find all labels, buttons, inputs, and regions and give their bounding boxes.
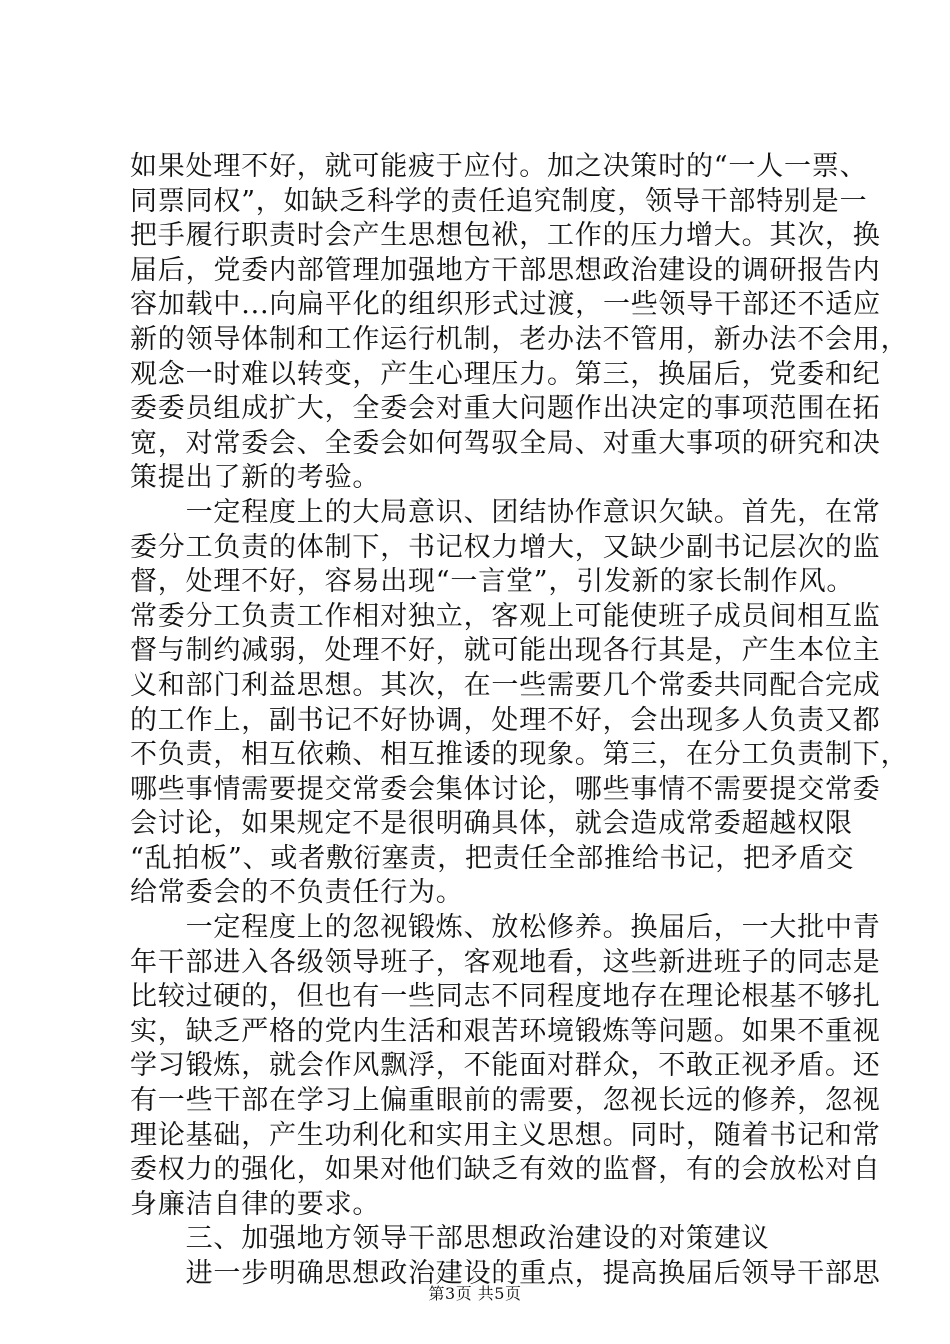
- text-line: 督与制约减弱，处理不好，就可能出现各行其是，产生本位主: [130, 635, 881, 667]
- text-line: 比较过硬的，但也有一些同志不同程度地存在理论根基不够扎: [130, 981, 881, 1013]
- text-line: 容加载中...向扁平化的组织形式过渡，一些领导干部还不适应: [130, 289, 881, 321]
- text-line: 身廉洁自律的要求。: [130, 1188, 381, 1220]
- text-line: 把手履行职责时会产生思想包袱，工作的压力增大。其次，换: [130, 220, 881, 252]
- text-line: 督，处理不好，容易出现“一言堂”，引发新的家长制作风。: [130, 566, 855, 598]
- text-line: 如果处理不好，就可能疲于应付。加之决策时的“一人一票、: [130, 151, 868, 182]
- text-line: 届后，党委内部管理加强地方干部思想政治建设的调研报告内: [130, 254, 881, 286]
- text-line: 年干部进入各级领导班子，客观地看，这些新进班子的同志是: [130, 946, 881, 978]
- text-line: 理论基础，产生功利化和实用主义思想。同时，随着书记和常: [130, 1119, 881, 1151]
- text-line: 不负责，相互依赖、相互推诿的现象。第三，在分工负责制下，: [130, 739, 909, 771]
- text-line: 义和部门利益思想。其次，在一些需要几个常委共同配合完成: [130, 669, 881, 701]
- text-line: 观念一时难以转变，产生心理压力。第三，换届后，党委和纪: [130, 358, 881, 390]
- text-line: 策提出了新的考验。: [130, 462, 381, 494]
- text-line: 进一步明确思想政治建设的重点，提高换届后领导干部思: [130, 1258, 881, 1289]
- text-line: 的工作上，副书记不好协调，处理不好，会出现多人负责又都: [130, 704, 881, 736]
- page-footer: 第3页 共5页: [428, 1284, 522, 1303]
- text-line: 宽，对常委会、全委会如何驾驭全局、对重大事项的研究和决: [130, 427, 881, 459]
- text-line: 给常委会的不负责任行为。: [130, 877, 464, 909]
- text-line: 委分工负责的体制下，书记权力增大，又缺少副书记层次的监: [130, 531, 881, 563]
- text-line: “乱拍板”、或者敷衍塞责，把责任全部推给书记，把矛盾交: [130, 842, 855, 874]
- text-line: 哪些事情需要提交常委会集体讨论，哪些事情不需要提交常委: [130, 773, 881, 805]
- text-line: 实，缺乏严格的党内生活和艰苦环境锻炼等问题。如果不重视: [130, 1015, 881, 1047]
- text-line: 常委分工负责工作相对独立，客观上可能使班子成员间相互监: [130, 600, 881, 632]
- text-line: 有一些干部在学习上偏重眼前的需要，忽视长远的修养，忽视: [130, 1085, 881, 1117]
- text-line: 新的领导体制和工作运行机制，老办法不管用，新办法不会用，: [130, 323, 909, 355]
- text-line: 三、加强地方领导干部思想政治建设的对策建议: [130, 1223, 770, 1255]
- text-line: 同票同权”，如缺乏科学的责任追究制度，领导干部特别是一: [130, 185, 868, 217]
- text-line: 一定程度上的忽视锻炼、放松修养。换届后，一大批中青: [130, 912, 881, 944]
- text-line: 会讨论，如果规定不是很明确具体，就会造成常委超越权限: [130, 808, 853, 840]
- text-line: 委权力的强化，如果对他们缺乏有效的监督，有的会放松对自: [130, 1154, 881, 1186]
- body-text: [130, 150, 909, 1292]
- text-line: 委委员组成扩大，全委会对重大问题作出决定的事项范围在拓: [130, 393, 881, 425]
- text-line: 学习锻炼，就会作风飘浮，不能面对群众，不敢正视矛盾。还: [130, 1050, 881, 1082]
- text-line: 一定程度上的大局意识、团结协作意识欠缺。首先，在常: [130, 496, 881, 528]
